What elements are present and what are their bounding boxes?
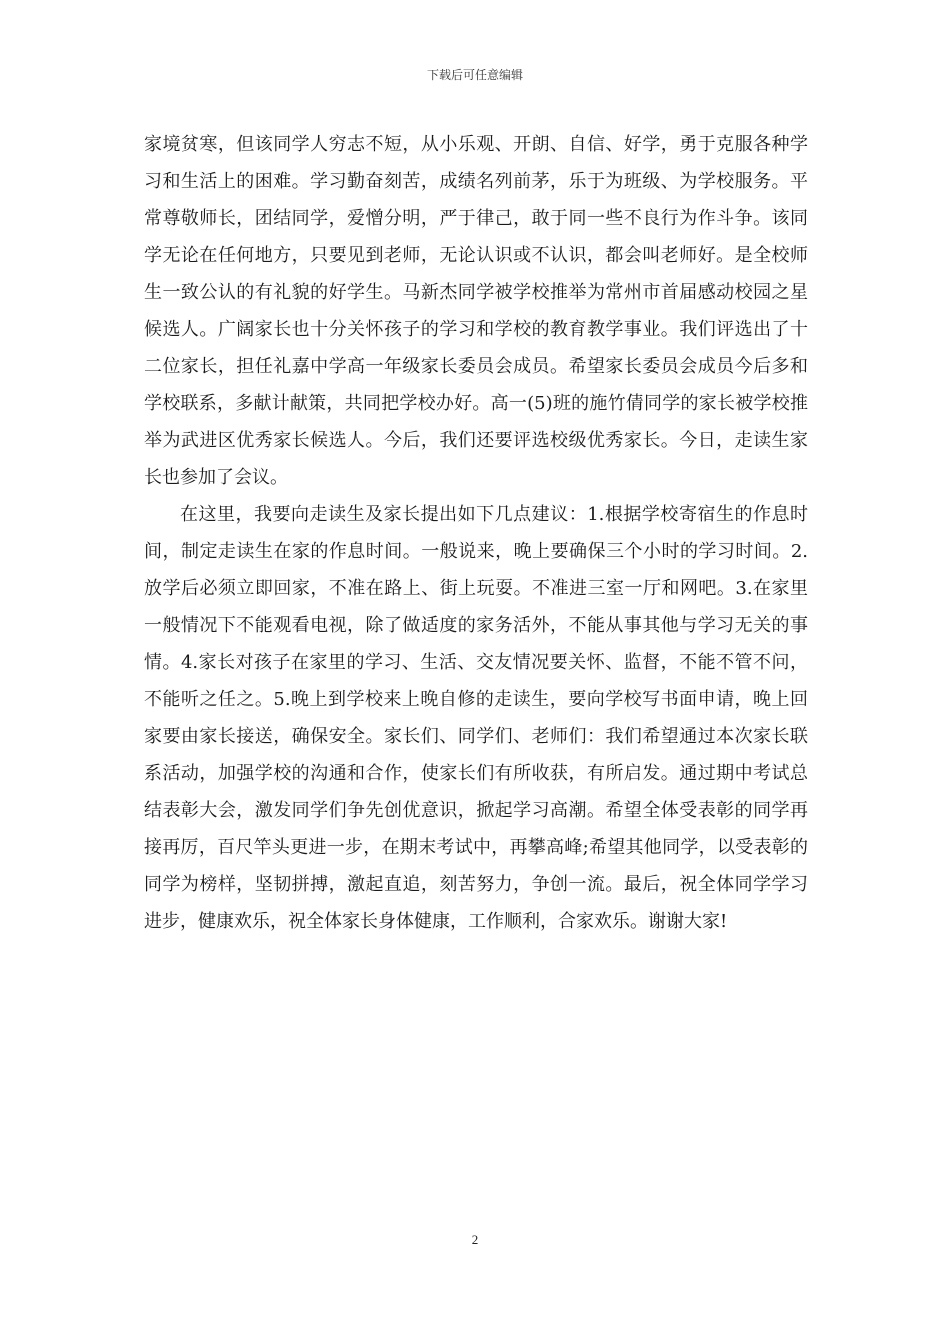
body-paragraph-1: 家境贫寒，但该同学人穷志不短，从小乐观、开朗、自信、好学，勇于克服各种学习和生活上的困难。学习勤奋刻苦，成绩名列前茅，乐于为班级、为学校服务。平常尊敬师长，团结同学，爱憎分明，严于律己，敢于同一些不良行为作斗争。该同学无论在任何地方，只要见到老师，无论认识或不认识，都会叫老师好。是全校师生一致公认的有礼貌的好学生。马新杰同学被学校推举为常州市首届感动校园之星候选人。广阔家长也十分关怀孩子的学习和学校的教育教学事业。我们评选出了十二位家长，担任礼嘉中学高一年级家长委员会成员。希望家长委员会成员今后多和学校联系，多献计献策，共同把学校办好。高一(5)班的施竹倩同学的家长被学校推举为武进区优秀家长候选人。今后，我们还要评选校级优秀家长。今日，走读生家长也参加了会议。 bbox=[144, 134, 808, 488]
page-header: 下载后可任意编辑 bbox=[426, 68, 523, 82]
document-body bbox=[144, 126, 808, 940]
page-number: 2 bbox=[471, 1232, 479, 1247]
body-paragraph-2: 在这里，我要向走读生及家长提出如下几点建议：1.根据学校寄宿生的作息时间，制定走读生在家的作息时间。一般说来，晚上要确保三个小时的学习时间。2.放学后必须立即回家，不准在路上、街上玩耍。不准进三室一厅和网吧。3.在家里一般情况下不能观看电视，除了做适度的家务活外，不能从事其他与学习无关的事情。4.家长对孩子在家里的学习、生活、交友情况要关怀、监督，不能不管不问，不能听之任之。5.晚上到学校来上晚自修的走读生，要向学校写书面申请，晚上回家要由家长接送，确保安全。家长们、同学们、老师们：我们希望通过本次家长联系活动，加强学校的沟通和合作，使家长们有所收获，有所启发。通过期中考试总结表彰大会，激发同学们争先创优意识，掀起学习高潮。希望全体受表彰的同学再接再厉，百尺竿头更进一步，在期末考试中，再攀高峰;希望其他同学，以受表彰的同学为榜样，坚韧拼搏，激起直追，刻苦努力，争创一流。最后，祝全体同学学习进步，健康欢乐，祝全体家长身体健康，工作顺利，合家欢乐。谢谢大家! bbox=[144, 504, 808, 932]
